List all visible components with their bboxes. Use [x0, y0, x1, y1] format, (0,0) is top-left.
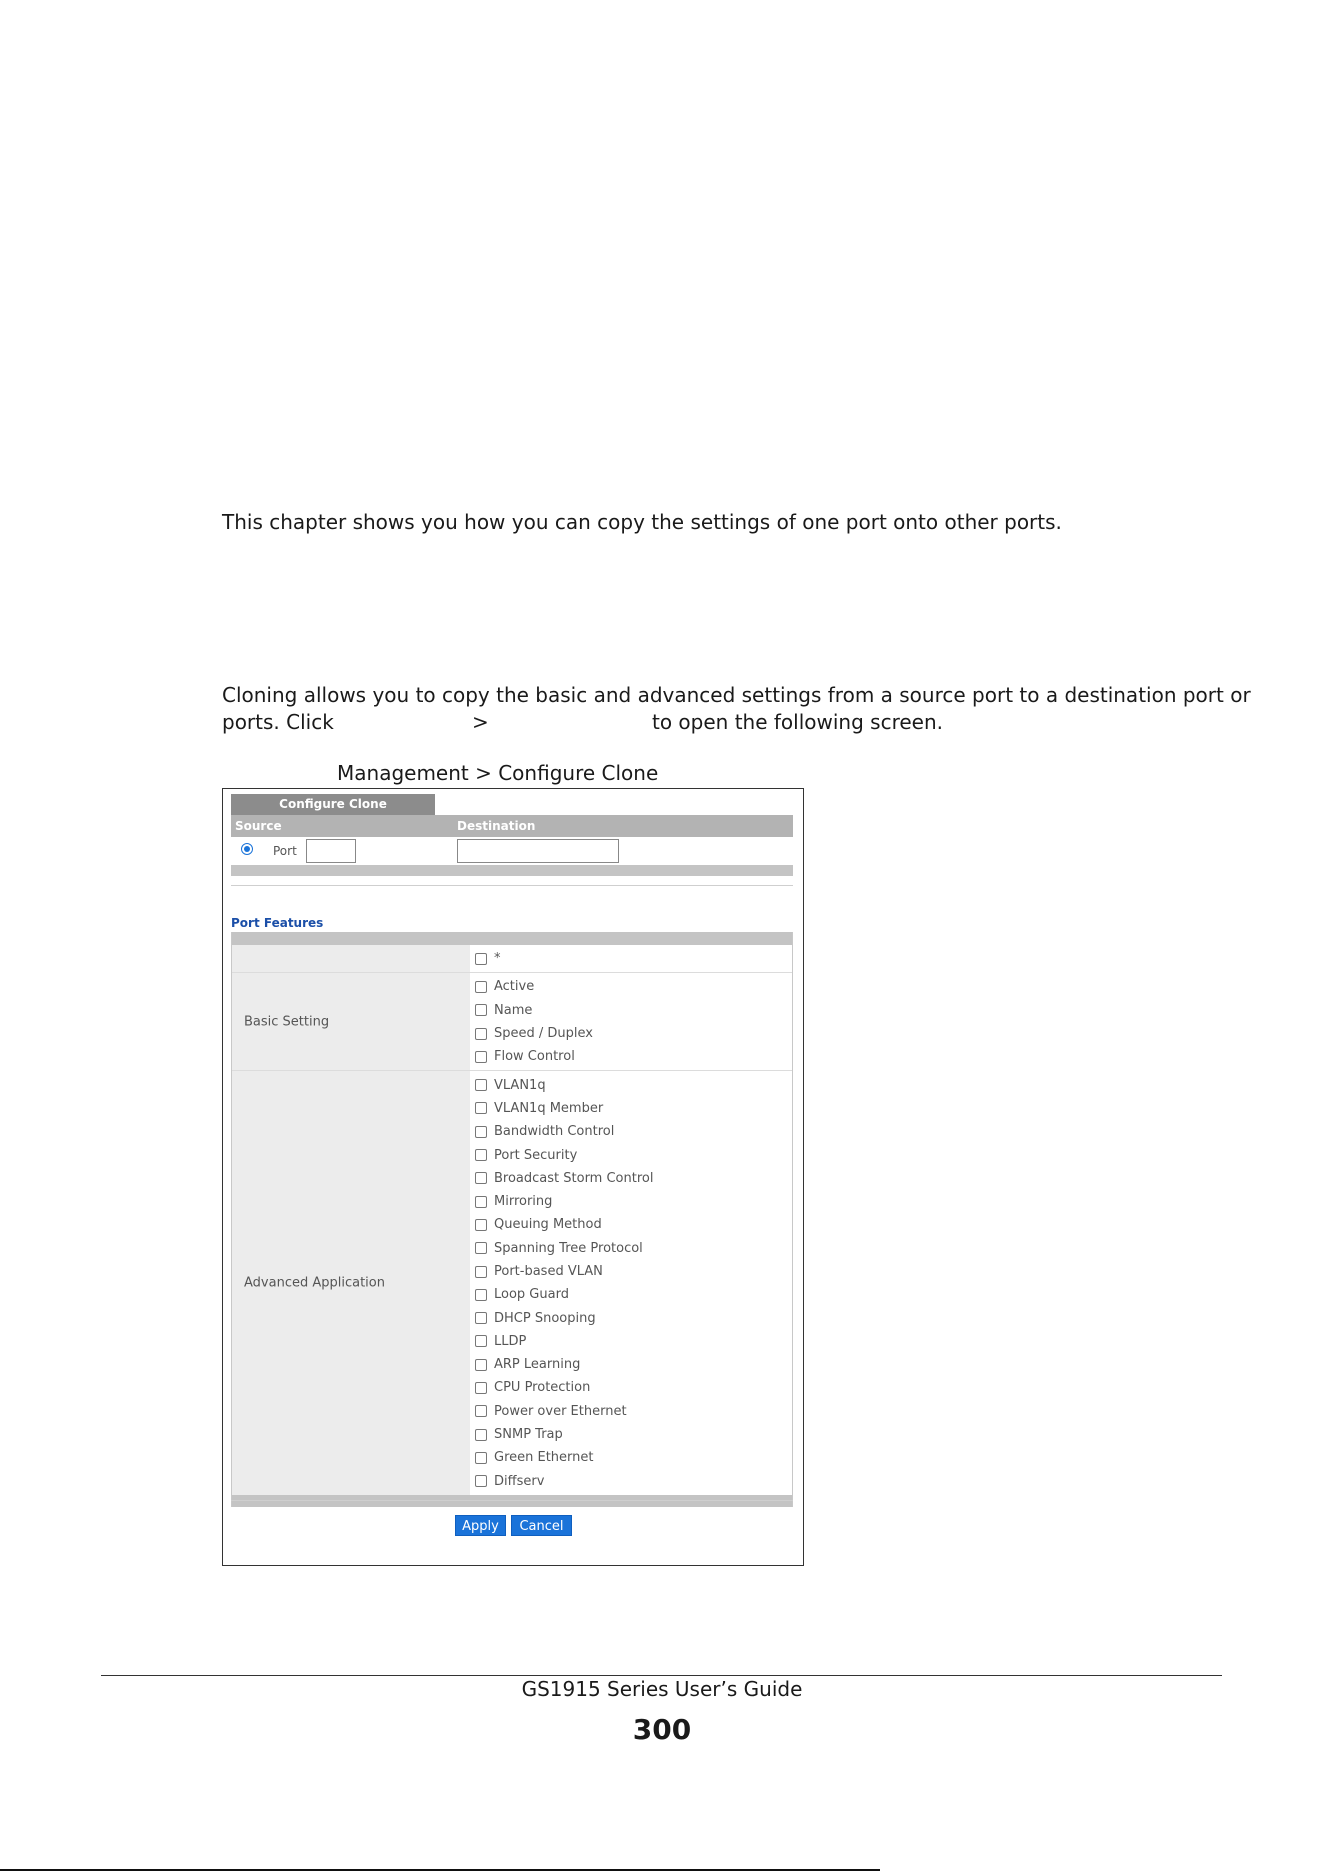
select-all-label-cell [232, 945, 470, 972]
advanced-application-label: Advanced Application [244, 1275, 385, 1291]
option-label: LLDP [494, 1333, 527, 1349]
option-spanning-tree-protocol[interactable] [470, 1237, 792, 1260]
option-label: Speed / Duplex [494, 1026, 593, 1042]
option-vlan1q-member[interactable] [470, 1097, 792, 1120]
destination-port-input[interactable] [457, 839, 619, 863]
option-broadcast-storm-control[interactable] [470, 1167, 792, 1190]
select-all-options [470, 945, 792, 972]
option-bandwidth-control[interactable] [470, 1120, 792, 1143]
checkbox[interactable] [475, 953, 487, 965]
option-label: Loop Guard [494, 1287, 569, 1303]
checkbox[interactable] [475, 1359, 487, 1371]
divider [231, 1500, 793, 1501]
option-label: SNMP Trap [494, 1427, 563, 1443]
option-cpu-protection[interactable] [470, 1376, 792, 1399]
option-label: Port Security [494, 1147, 578, 1163]
option-label: Bandwidth Control [494, 1124, 615, 1140]
option-label: Diffserv [494, 1473, 545, 1489]
overview-line-2-separator: > [472, 710, 489, 734]
overview-line-2-end: to open the following screen. [652, 710, 943, 734]
option-label: Queuing Method [494, 1217, 602, 1233]
basic-setting-options [470, 973, 792, 1070]
checkbox[interactable] [475, 981, 487, 993]
source-destination-header [231, 815, 793, 837]
checkbox[interactable] [475, 1028, 487, 1040]
features-header-bar [232, 932, 792, 945]
port-label: Port [273, 844, 297, 858]
option-port-security[interactable] [470, 1143, 792, 1166]
port-features-title: Port Features [231, 916, 324, 930]
destination-header: Destination [457, 819, 536, 833]
option-label: DHCP Snooping [494, 1310, 596, 1326]
cancel-button[interactable]: Cancel [511, 1515, 572, 1536]
checkbox[interactable] [475, 1102, 487, 1114]
option-name[interactable] [470, 999, 792, 1022]
select-all-row [232, 945, 792, 973]
apply-button[interactable]: Apply [455, 1515, 506, 1536]
option-label: CPU Protection [494, 1380, 591, 1396]
option-label: Name [494, 1002, 533, 1018]
overview-line-2-start: ports. Click [222, 710, 334, 734]
checkbox[interactable] [475, 1335, 487, 1347]
checkbox[interactable] [475, 1219, 487, 1231]
intro-paragraph: This chapter shows you how you can copy the settings of one port onto other ports. [222, 510, 1062, 534]
checkbox[interactable] [475, 1429, 487, 1441]
source-header: Source [235, 819, 282, 833]
source-row [231, 837, 793, 865]
option-label: Mirroring [494, 1194, 553, 1210]
option-label: ARP Learning [494, 1357, 581, 1373]
option-label: Flow Control [494, 1049, 575, 1065]
source-port-input[interactable] [306, 839, 356, 863]
page-number: 300 [632, 1713, 692, 1746]
checkbox[interactable] [475, 1312, 487, 1324]
option-label: Port-based VLAN [494, 1264, 603, 1279]
option-mirroring[interactable] [470, 1190, 792, 1213]
option-green-ethernet[interactable] [470, 1446, 792, 1469]
option-label: Active [494, 979, 535, 995]
option-label: Green Ethernet [494, 1450, 594, 1466]
option-lldp[interactable] [470, 1330, 792, 1353]
option-speed-duplex[interactable] [470, 1022, 792, 1045]
figure-caption: Management > Configure Clone [337, 761, 659, 785]
checkbox[interactable] [475, 1172, 487, 1184]
select-all-label: * [494, 951, 501, 967]
option-label: VLAN1q Member [494, 1100, 604, 1116]
checkbox[interactable] [475, 1051, 487, 1063]
option-flow-control[interactable] [470, 1045, 792, 1068]
option-snmp-trap[interactable] [470, 1423, 792, 1446]
checkbox[interactable] [475, 1196, 487, 1208]
checkbox[interactable] [475, 1289, 487, 1301]
option-active[interactable] [470, 975, 792, 998]
bottom-edge-rule [0, 1869, 880, 1871]
basic-setting-label: Basic Setting [244, 1014, 330, 1030]
checkbox[interactable] [475, 1405, 487, 1417]
option-loop-guard[interactable] [470, 1283, 792, 1306]
checkbox[interactable] [475, 1126, 487, 1138]
option-label: Spanning Tree Protocol [494, 1240, 643, 1256]
checkbox[interactable] [475, 1266, 487, 1278]
checkbox[interactable] [475, 1149, 487, 1161]
option-queuing-method[interactable] [470, 1213, 792, 1236]
option-vlan1q[interactable] [470, 1073, 792, 1096]
port-features-table [231, 932, 793, 1507]
option-dhcp-snooping[interactable] [470, 1306, 792, 1329]
source-footer-bar [231, 865, 793, 876]
checkbox[interactable] [475, 1452, 487, 1464]
select-all-option[interactable] [470, 947, 792, 970]
checkbox[interactable] [475, 1475, 487, 1487]
guide-title: GS1915 Series User’s Guide [521, 1677, 803, 1701]
option-port-based-vlan[interactable] [470, 1260, 792, 1283]
divider [231, 885, 793, 886]
option-diffserv[interactable] [470, 1470, 792, 1493]
advanced-application-label-cell [232, 1071, 470, 1494]
configure-clone-tab[interactable]: Configure Clone [231, 794, 435, 815]
advanced-application-section [232, 1071, 792, 1494]
checkbox[interactable] [475, 1382, 487, 1394]
advanced-application-options [470, 1071, 792, 1494]
option-label: VLAN1q [494, 1077, 546, 1093]
checkbox[interactable] [475, 1079, 487, 1091]
overview-line-1: Cloning allows you to copy the basic and advanced settings from a source port to a destination port or [222, 683, 1251, 707]
option-label: Broadcast Storm Control [494, 1170, 654, 1186]
option-arp-learning[interactable] [470, 1353, 792, 1376]
checkbox[interactable] [475, 1242, 487, 1254]
basic-setting-section [232, 973, 792, 1071]
basic-setting-label-cell [232, 973, 470, 1070]
checkbox[interactable] [475, 1004, 487, 1016]
configure-clone-screenshot [222, 788, 804, 1566]
option-power-over-ethernet[interactable] [470, 1400, 792, 1423]
option-label: Power over Ethernet [494, 1403, 627, 1419]
port-radio-button[interactable] [241, 843, 253, 855]
